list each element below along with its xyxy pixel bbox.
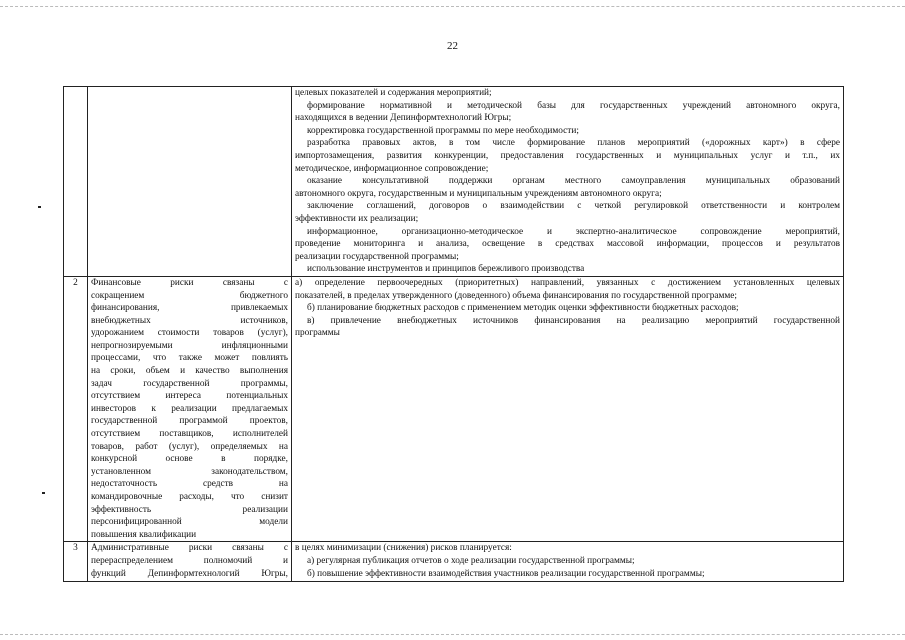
measure-line: импортозамещения, развития конкуренции, предоставления государственных и муниципальных услуг и т.п., их xyxy=(295,150,840,161)
row-number-cell: 3 xyxy=(64,542,88,582)
measure-line: в) привлечение внебюджетных источников финансирования на реализацию мероприятий государственной xyxy=(307,315,840,326)
risk-line: сокращением бюджетного xyxy=(91,290,288,301)
measure-line: показателей, в пределах утвержденного (доведенного) объема финансирования по государственной программе; xyxy=(295,290,738,301)
risk-description-cell xyxy=(88,276,292,541)
measure-line: целевых показателей и содержания мероприятий; xyxy=(295,88,492,98)
risk-line: Финансовые риски связаны с xyxy=(91,277,288,288)
scan-top-edge xyxy=(0,6,905,8)
risk-line: командировочные расходы, что снизит xyxy=(91,492,288,502)
risk-description-cell xyxy=(88,542,292,582)
measure-line: разработка правовых актов, в том числе формирование планов мероприятий («дорожных карт») в сфере xyxy=(307,138,840,149)
scan-bottom-edge xyxy=(0,634,905,636)
risk-line: эффективность реализации xyxy=(91,504,288,515)
risk-line: процессами, что также может повлиять xyxy=(91,353,288,364)
risk-line: удорожанием стоимости товаров (услуг), xyxy=(91,328,288,339)
mitigation-measures-cell xyxy=(292,276,844,541)
measure-line: б) повышение эффективности взаимодействия участников реализации государственной программы; xyxy=(307,568,705,579)
measure-line: а) регулярная публикация отчетов о ходе реализации государственной программы; xyxy=(307,555,635,566)
risk-line: непрогнозируемыми инфляционными xyxy=(91,340,288,351)
risk-line: отсутствием интереса потенциальных xyxy=(91,391,288,402)
risk-line: персонифицированной модели xyxy=(91,517,288,528)
risk-line: на сроки, объем и качество выполнения xyxy=(91,366,288,377)
margin-mark xyxy=(42,492,45,494)
risk-line: функций Депинформтехнологий Югры, xyxy=(91,568,288,579)
measure-line: оказание консультативной поддержки органам местного самоуправления муниципальных образований xyxy=(307,176,840,187)
margin-mark xyxy=(38,206,41,208)
mitigation-measures-cell xyxy=(292,542,844,582)
table-row xyxy=(64,542,844,582)
measure-line: б) планирование бюджетных расходов с применением методик оценки эффективности бюджетных расходов; xyxy=(307,303,739,314)
risk-line: повышения квалификации xyxy=(91,529,197,540)
measure-line: формирование нормативной и методической базы для государственных учреждений автономного округа, xyxy=(307,100,840,111)
measure-line: заключение соглашений, договоров о взаимодействии с четкой регулировкой ответственности и контролем xyxy=(307,201,840,212)
row-number-cell xyxy=(64,87,88,277)
risk-line: конкурсной основе в порядке, xyxy=(91,454,288,465)
risk-table xyxy=(63,86,844,582)
measure-line: использование инструментов и принципов бережливого производства xyxy=(307,264,585,275)
risk-line: задач государственной программы, xyxy=(91,378,288,389)
measure-line: эффективности их реализации; xyxy=(295,213,419,224)
measure-line: реализации государственной программы; xyxy=(295,251,459,262)
measure-line: в целях минимизации (снижения) рисков планируется: xyxy=(295,543,512,554)
risk-line: государственной программой проектов, xyxy=(91,416,288,427)
risk-line: установленном законодательством, xyxy=(91,466,288,477)
measure-line: а) определение первоочередных (приоритетных) направлений, увязанных с достижением установленных целевых xyxy=(295,277,840,288)
risk-line: внебюджетных источников, xyxy=(91,315,288,326)
measure-line: корректировка государственной программы по мере необходимости; xyxy=(307,125,579,136)
risk-line: перераспределением полномочий и xyxy=(91,555,288,566)
measure-line: находящихся в ведении Депинформтехнологий Югры; xyxy=(295,113,512,124)
risk-description-cell xyxy=(88,87,292,277)
risk-line: финансирования, привлекаемых xyxy=(91,303,288,314)
risk-line: отсутствием поставщиков, исполнителей xyxy=(91,429,288,440)
measure-line: информационное, организационно-методическое и экспертно-аналитическое сопровождение мероприятий, xyxy=(307,226,840,237)
measure-line: программы xyxy=(295,328,340,339)
page-number: 22 xyxy=(447,40,458,52)
measure-line: методическое, информационное сопровождение; xyxy=(295,163,489,174)
table-row xyxy=(64,87,844,277)
risk-line: товаров, работ (услуг), определяемых на xyxy=(91,441,288,452)
measure-line: автономного округа, государственным и муниципальным учреждениям автономного округа; xyxy=(295,188,662,199)
risk-line: Административные риски связаны с xyxy=(91,543,288,554)
table-row xyxy=(64,276,844,541)
mitigation-measures-cell xyxy=(292,87,844,277)
risk-line: инвесторов к реализации предлагаемых xyxy=(91,403,288,414)
measure-line: проведение мониторинга и анализа, освещение в средствах массовой информации, процессов и результатов xyxy=(295,239,840,250)
row-number-cell: 2 xyxy=(64,276,88,541)
risk-line: недостаточность средств на xyxy=(91,479,288,490)
